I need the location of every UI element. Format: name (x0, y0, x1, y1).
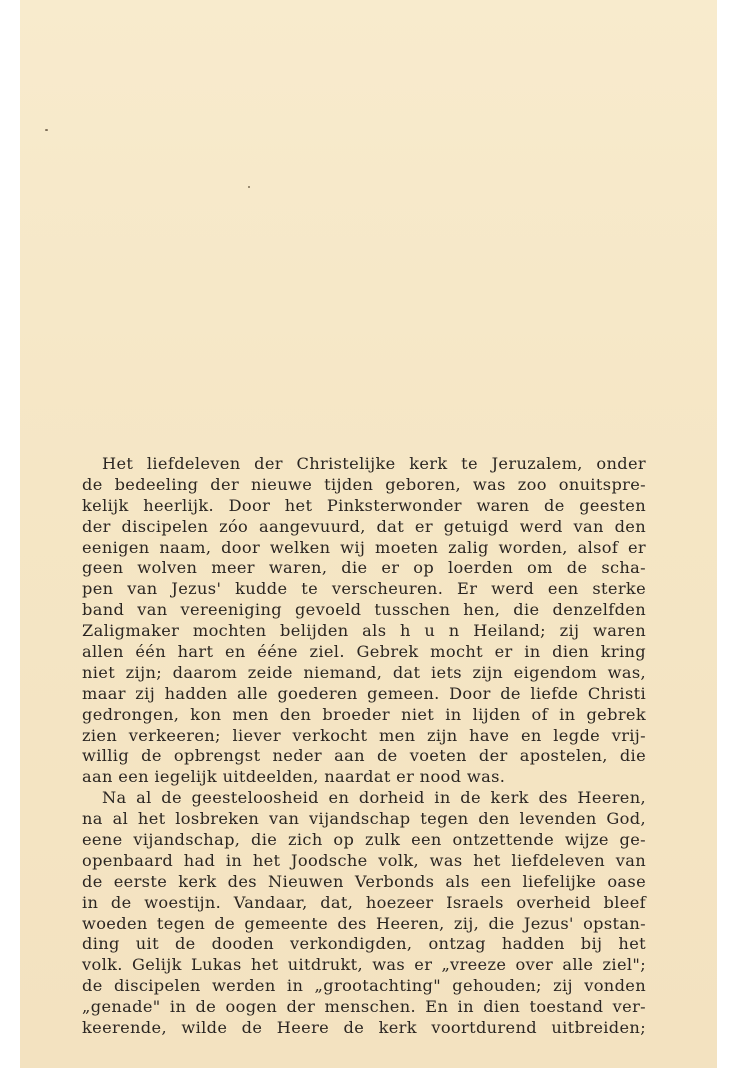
text-line: geen wolven meer waren, die er op loerden om de scha- (82, 558, 646, 578)
text-line: in de woestijn. Vandaar, dat, hoezeer Israels overheid bleef (82, 892, 646, 912)
paragraph-2 (82, 788, 646, 1039)
text-line: eene vijandschap, die zich op zulk een ontzettende wijze ge- (82, 830, 646, 850)
text-line: allen één hart en ééne ziel. Gebrek mocht er in dien kring (82, 642, 646, 662)
text-line: pen van Jezus' kudde te verscheuren. Er werd een sterke (82, 579, 646, 599)
body-text (82, 454, 646, 1039)
text-line: willig de opbrengst neder aan de voeten der apostelen, die (82, 746, 646, 766)
text-line: ding uit de dooden verkondigden, ontzag hadden bij het (82, 934, 646, 954)
paper-speck (45, 129, 48, 131)
text-line: keerende, wilde de Heere de kerk voortdurend uitbreiden; (82, 1018, 646, 1038)
text-line: de bedeeling der nieuwe tijden geboren, was zoo onuitspre- (82, 474, 646, 494)
text-line: niet zijn; daarom zeide niemand, dat iets zijn eigendom was, (82, 662, 646, 682)
text-line: na al het losbreken van vijandschap tegen den levenden God, (82, 809, 646, 829)
text-line: openbaard had in het Joodsche volk, was het liefdeleven van (82, 850, 646, 870)
text-line: „genade" in de oogen der menschen. En in dien toestand ver- (82, 997, 646, 1017)
text-line: band van vereeniging gevoeld tusschen hen, die denzelfden (82, 600, 646, 620)
text-line: maar zij hadden alle goederen gemeen. Door de liefde Christi (82, 683, 646, 703)
text-line: eenigen naam, door welken wij moeten zalig worden, alsof er (82, 537, 646, 557)
text-line: woeden tegen de gemeente des Heeren, zij, die Jezus' opstan- (82, 913, 646, 933)
text-line: Zaligmaker mochten belijden als h u n Heiland; zij waren (82, 621, 646, 641)
paragraph-1 (82, 454, 646, 788)
text-line: der discipelen zóo aangevuurd, dat er getuigd werd van den (82, 516, 646, 536)
text-line: Na al de geesteloosheid en dorheid in de kerk des Heeren, (102, 788, 646, 808)
text-line: aan een iegelijk uitdeelden, naardat er nood was. (82, 767, 506, 787)
text-line: kelijk heerlijk. Door het Pinksterwonder waren de geesten (82, 495, 646, 515)
text-line: gedrongen, kon men den broeder niet in lijden of in gebrek (82, 704, 646, 724)
text-line: volk. Gelijk Lukas het uitdrukt, was er „vreeze over alle ziel"; (82, 955, 646, 975)
text-line: zien verkeeren; liever verkocht men zijn have en legde vrij- (82, 725, 646, 745)
text-line: Het liefdeleven der Christelijke kerk te Jeruzalem, onder (102, 454, 646, 473)
text-line: de discipelen werden in „grootachting" gehouden; zij vonden (82, 976, 646, 996)
book-page (20, 0, 717, 1068)
paper-speck (248, 186, 250, 188)
text-line: de eerste kerk des Nieuwen Verbonds als een liefelijke oase (82, 871, 646, 891)
